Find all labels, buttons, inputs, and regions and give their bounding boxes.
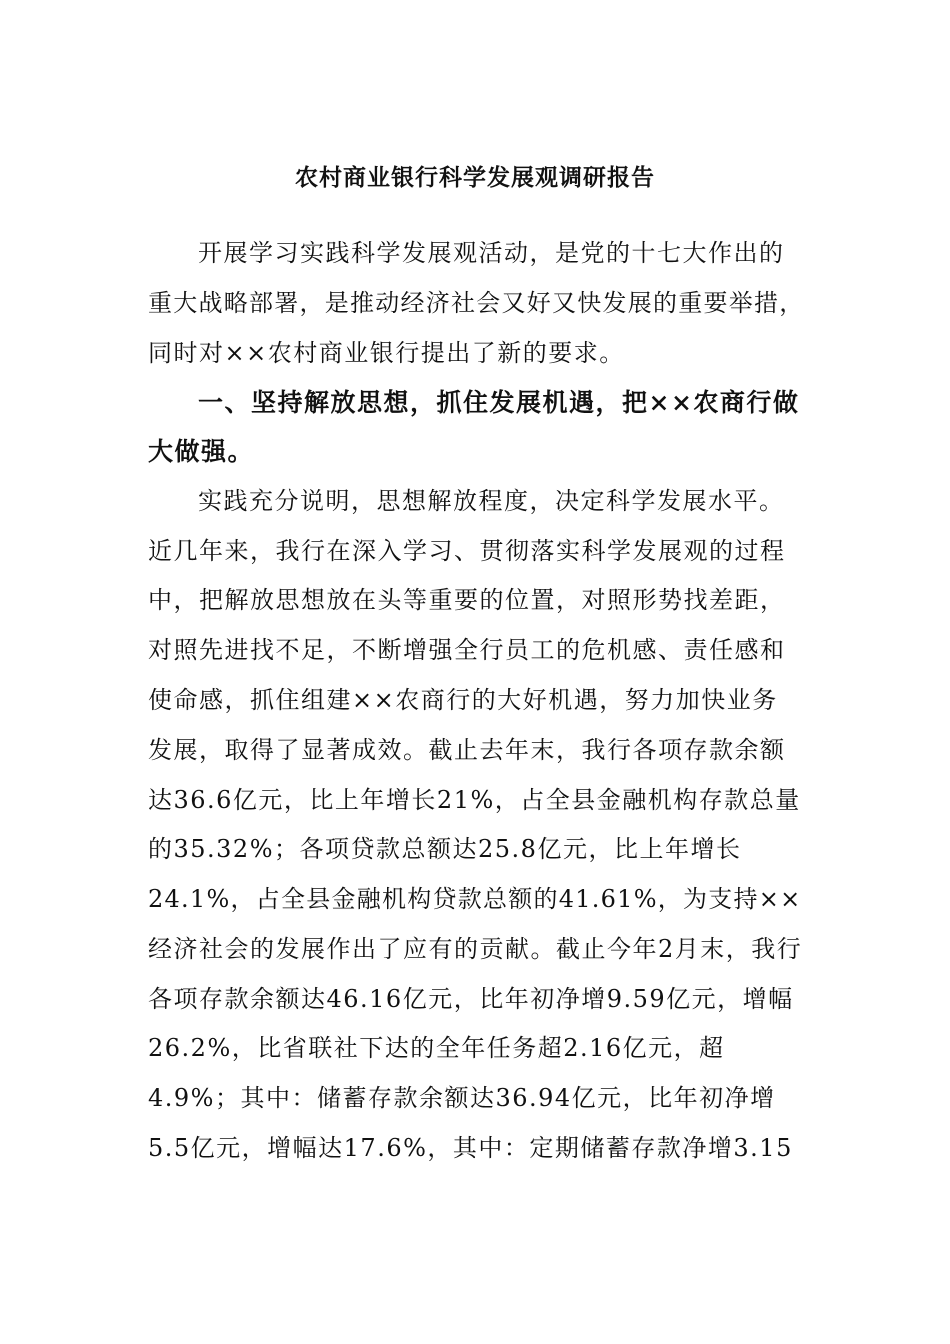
intro-line: 同时对××农村商业银行提出了新的要求。 <box>148 339 625 367</box>
body-line: 5.5亿元，增幅达17.6%，其中：定期储蓄存款净增3.15 <box>148 1134 793 1162</box>
section-heading-line: 大做强。 <box>148 437 255 466</box>
intro-line: 开展学习实践科学发展观活动，是党的十七大作出的 <box>198 239 785 267</box>
body-line: 达36.6亿元，比上年增长21%，占全县金融机构存款总量 <box>148 786 801 814</box>
body-line: 各项存款余额达46.16亿元，比年初净增9.59亿元，增幅 <box>148 985 794 1013</box>
document-title: 农村商业银行科学发展观调研报告 <box>295 164 655 191</box>
body-line: 4.9%；其中：储蓄存款余额达36.94亿元，比年初净增 <box>148 1084 776 1112</box>
body-line: 发展，取得了显著成效。截止去年末，我行各项存款余额 <box>148 736 786 764</box>
intro-line: 重大战略部署，是推动经济社会又好又快发展的重要举措， <box>148 289 805 317</box>
body-line: 经济社会的发展作出了应有的贡献。截止今年2月末，我行 <box>148 935 803 963</box>
body-line: 对照先进找不足，不断增强全行员工的危机感、责任感和 <box>148 636 786 664</box>
body-line: 实践充分说明，思想解放程度，决定科学发展水平。 <box>198 487 785 515</box>
body-line: 使命感，抓住组建××农商行的大好机遇，努力加快业务 <box>148 686 778 714</box>
body-line: 26.2%，比省联社下达的全年任务超2.16亿元，超 <box>148 1034 725 1062</box>
body-line: 的35.32%；各项贷款总额达25.8亿元，比上年增长 <box>148 835 742 863</box>
body-line: 中，把解放思想放在头等重要的位置，对照形势找差距， <box>148 586 786 614</box>
section-heading-line: 一、坚持解放思想，抓住发展机遇，把××农商行做 <box>198 388 800 417</box>
body-line: 24.1%，占全县金融机构贷款总额的41.61%，为支持×× <box>148 885 802 913</box>
body-line: 近几年来，我行在深入学习、贯彻落实科学发展观的过程 <box>148 537 786 565</box>
